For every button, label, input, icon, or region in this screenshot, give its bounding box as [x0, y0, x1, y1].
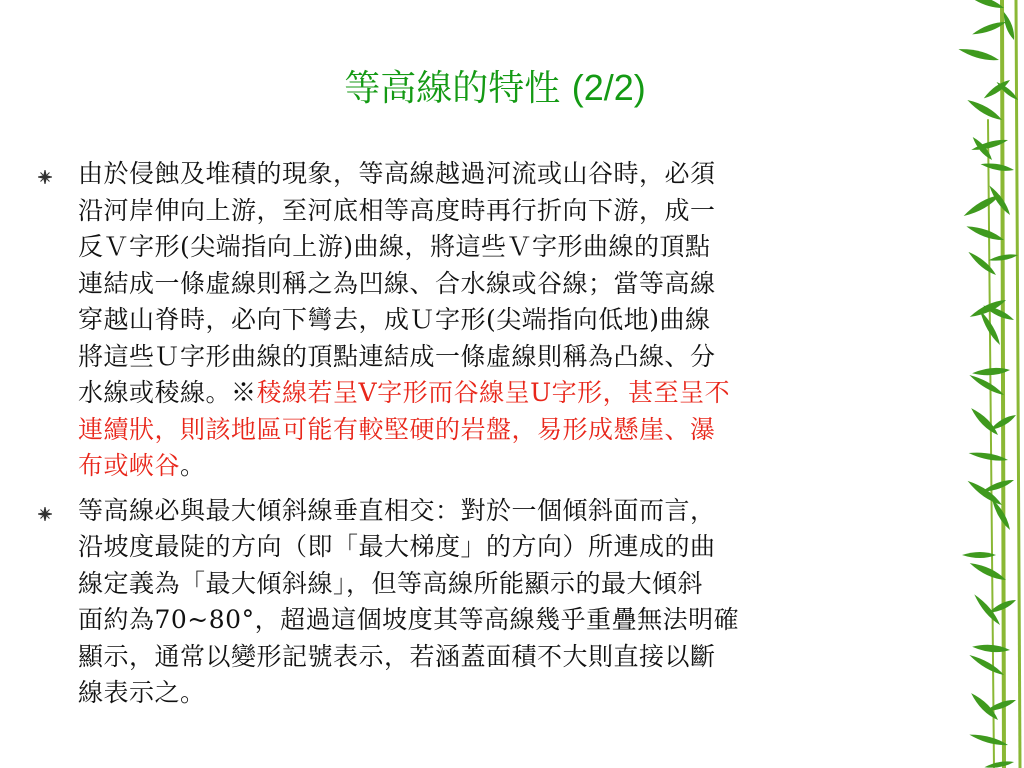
highlight-text: 稜線若呈V字形而谷線呈U字形，甚至呈不 — [256, 378, 731, 407]
bamboo-leaf — [969, 406, 1001, 438]
bamboo-leaf — [968, 652, 1006, 677]
title-cjk: 等高線的特性 — [344, 68, 572, 109]
bamboo-stem — [1002, 0, 1004, 768]
star-bullet-icon — [38, 507, 52, 521]
body-text: 將這些Ｕ字形曲線的頂點連結成一條虛線則稱為凸線、分 — [78, 341, 716, 371]
bullet-list — [38, 156, 943, 720]
text-line — [78, 302, 943, 339]
bamboo-leaf — [968, 372, 1006, 397]
body-text: 水線或稜線。※ — [78, 378, 257, 407]
text-line — [78, 339, 943, 376]
text-line — [78, 448, 943, 485]
text-line — [78, 639, 943, 676]
text-line — [78, 375, 943, 412]
bamboo-leaves-decoration — [944, 0, 1024, 768]
body-text: 沿河岸伸向上游，至河底相等高度時再行折向下游，成一 — [78, 195, 716, 225]
slide-title — [0, 66, 990, 111]
text-line — [78, 266, 943, 303]
body-text: 面約為70~80°，超過這個坡度其等高線幾乎重疊無法明確 — [78, 605, 740, 634]
body-text: 穿越山脊時，必向下彎去，成Ｕ字形(尖端指向低地)曲線 — [78, 305, 711, 334]
text-line — [78, 229, 943, 266]
text-line — [78, 412, 943, 449]
bamboo-leaf — [966, 250, 997, 278]
bamboo-leaf — [965, 0, 1005, 11]
bamboo-leaf — [958, 46, 1000, 64]
body-text: 反Ｖ字形(尖端指向上游)曲線，將這些Ｖ字形曲線的頂點 — [78, 232, 711, 261]
body-text: 沿坡度最陡的方向（即「最大梯度」的方向）所連成的曲 — [78, 532, 716, 561]
text-line — [78, 493, 943, 530]
body-text: 線表示之。 — [78, 678, 206, 707]
bullet-item — [38, 156, 943, 485]
text-line — [78, 193, 943, 230]
bamboo-leaf — [966, 97, 1004, 123]
highlight-text: 布或峽谷 — [78, 451, 181, 480]
body-text: 等高線必與最大傾斜線垂直相交：對於一個傾斜面而言， — [78, 495, 716, 525]
body-text: 線定義為「最大傾斜線」，但等高線所能顯示的最大傾斜 — [78, 568, 704, 598]
body-text: 顯示，通常以變形記號表示，若涵蓋面積不大則直接以斷 — [78, 641, 716, 671]
bamboo-leaf — [984, 760, 1014, 768]
bamboo-leaf — [962, 552, 996, 558]
bullet-item — [38, 493, 943, 712]
body-text: 連結成一條虛線則稱之為凹線、合水線或谷線；當等高線 — [78, 268, 716, 298]
bamboo-leaf — [965, 223, 1005, 243]
text-line — [78, 602, 943, 639]
star-bullet-icon — [38, 170, 52, 184]
highlight-text: 連續狀，則該地區可能有較堅硬的岩盤，易形成懸崖、瀑 — [78, 414, 716, 444]
body-text: 由於侵蝕及堆積的現象，等高線越過河流或山谷時，必須 — [78, 159, 716, 188]
bamboo-leaf — [966, 478, 1004, 508]
text-line — [78, 529, 943, 566]
bamboo-leaf — [989, 497, 1012, 531]
body-text: 。 — [180, 451, 206, 480]
bamboo-leaf — [980, 161, 1015, 173]
text-line — [78, 156, 943, 193]
title-latin: (2/2) — [571, 67, 646, 108]
bamboo-stem — [1016, 0, 1020, 768]
text-line — [78, 675, 943, 712]
text-line — [78, 566, 943, 603]
